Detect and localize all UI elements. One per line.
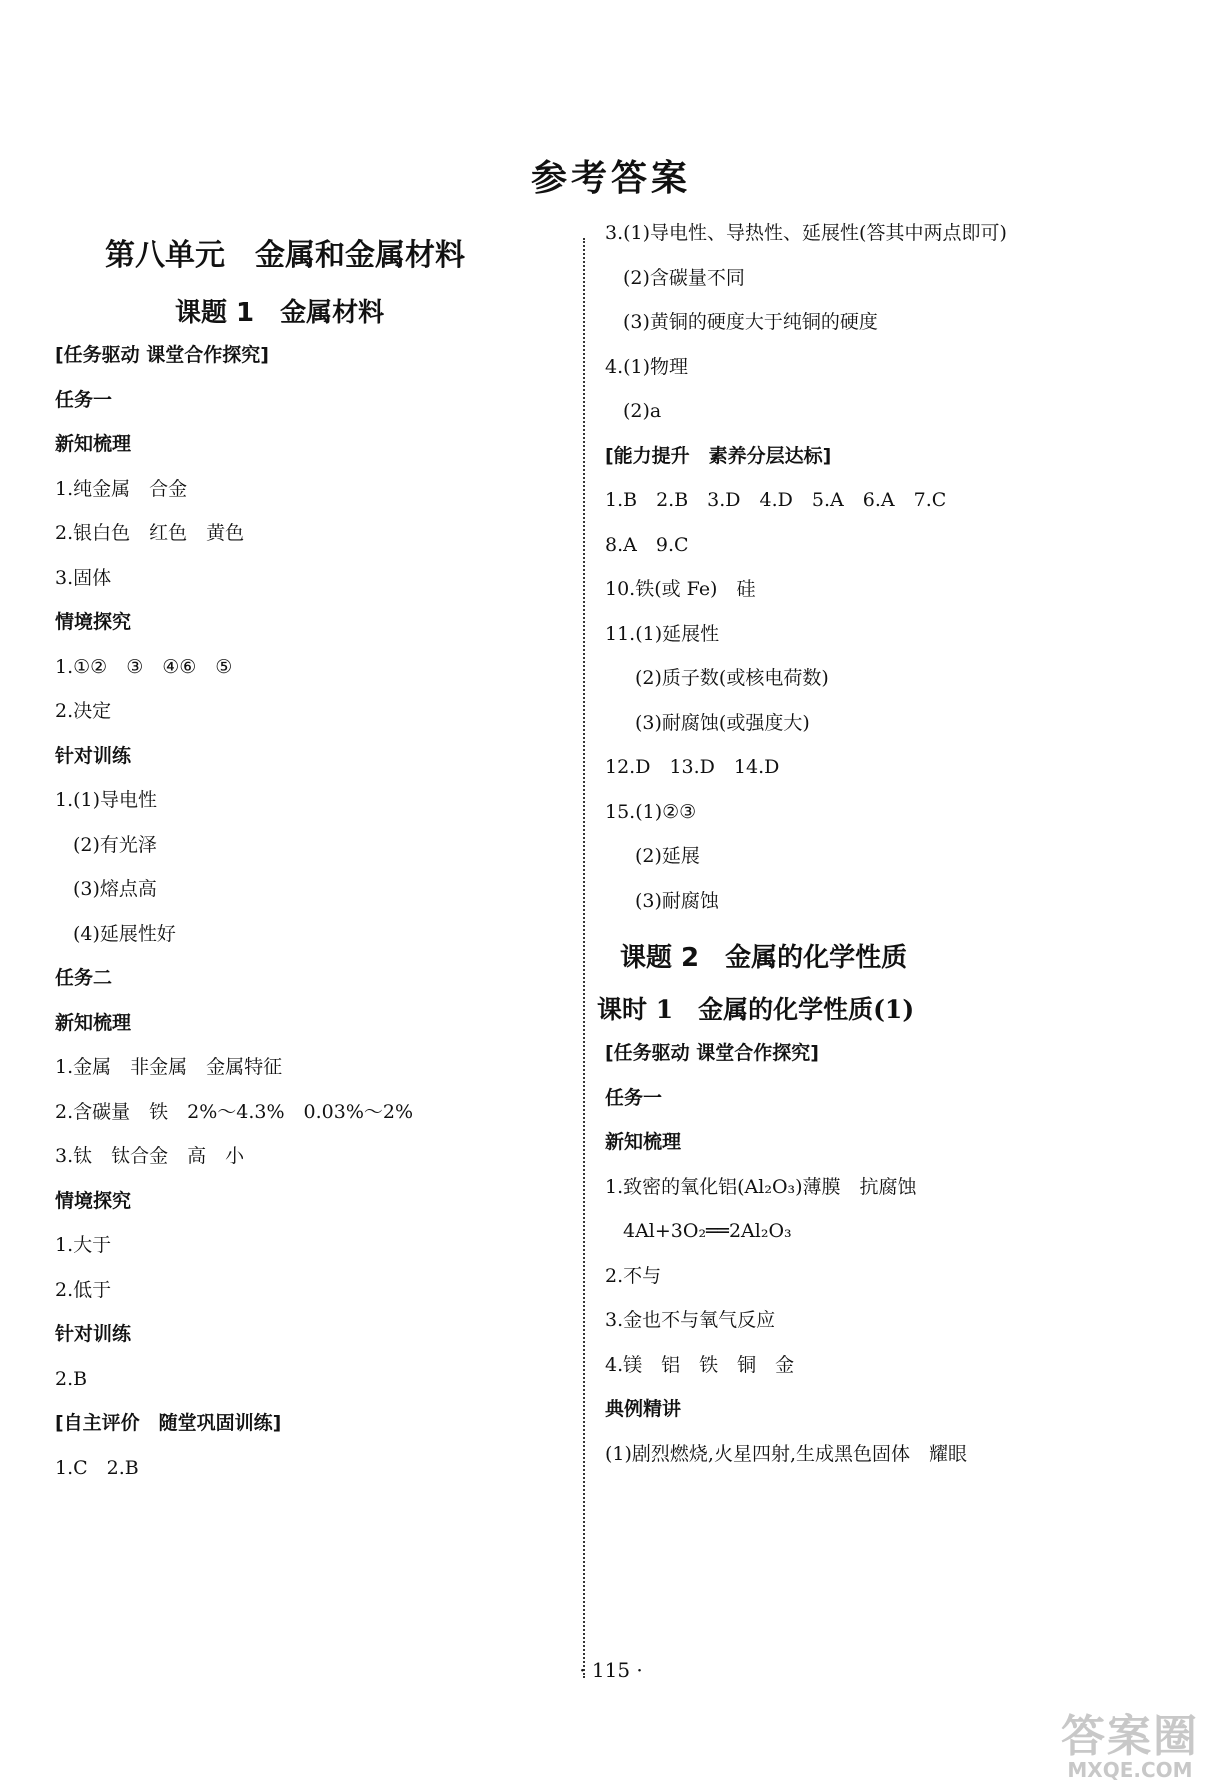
answer-line: 3.固体: [55, 566, 112, 589]
answer-line: 11.(1)延展性: [605, 622, 720, 645]
answer-line: (2)a: [623, 400, 662, 422]
answer-line: 1.①② ③ ④⑥ ⑤: [55, 655, 233, 678]
lesson2-title: 课题 2 金属的化学性质: [620, 943, 908, 973]
watermark-logo-text: 答案圈: [1061, 1711, 1199, 1762]
section-heading: [自主评价 随堂巩固训练]: [55, 1412, 282, 1434]
answer-line: 15.(1)②③: [605, 800, 697, 823]
answer-line: 1.金属 非金属 金属特征: [55, 1056, 283, 1078]
answer-line: 1.大于: [55, 1234, 112, 1256]
unit-title: 第八单元 金属和金属材料: [105, 238, 465, 273]
section-heading: 针对训练: [55, 1323, 132, 1345]
answer-line: (3)耐腐蚀: [635, 889, 719, 912]
period1-title: 课时 1 金属的化学性质(1): [597, 995, 915, 1024]
answer-line: 4.镁 铝 铁 铜 金: [605, 1353, 795, 1376]
answer-line: (2)延展: [635, 845, 700, 867]
section-heading: 新知梳理: [55, 433, 132, 455]
answer-line: 1.纯金属 合金: [55, 477, 188, 500]
answer-line: 2.银白色 红色 黄色: [55, 522, 245, 544]
answer-line: 1.致密的氧化铝(Al₂O₃)薄膜 抗腐蚀: [605, 1175, 917, 1198]
answer-line: 1.(1)导电性: [55, 789, 158, 811]
answer-line: 3.(1)导电性、导热性、延展性(答其中两点即可): [605, 222, 1007, 244]
answer-line: 1.C 2.B: [55, 1456, 139, 1479]
section-heading: 情境探究: [55, 1189, 132, 1212]
answer-line: 1.B 2.B 3.D 4.D 5.A 6.A 7.C: [605, 489, 947, 511]
section-heading: 情境探究: [55, 611, 132, 633]
answer-line: 10.铁(或 Fe) 硅: [605, 578, 756, 600]
page-title: 参考答案: [530, 158, 691, 199]
section-heading: 典例精讲: [605, 1398, 682, 1420]
answer-line: (2)有光泽: [73, 833, 157, 856]
answer-line: 2.B: [55, 1367, 88, 1390]
answer-line: 2.不与: [605, 1264, 662, 1287]
section-heading: 任务一: [605, 1086, 663, 1109]
answer-line: 2.含碳量 铁 2%～4.3% 0.03%～2%: [55, 1100, 414, 1123]
column-divider: [583, 238, 585, 1678]
answer-line: 12.D 13.D 14.D: [605, 756, 780, 778]
section-heading: [任务驱动 课堂合作探究]: [605, 1042, 819, 1064]
answer-line: 3.钛 钛合金 高 小: [55, 1145, 245, 1167]
section-heading: 任务一: [55, 388, 113, 411]
answer-line: (3)黄铜的硬度大于纯铜的硬度: [623, 311, 878, 333]
answer-line: 4Al+3O₂══2Al₂O₃: [623, 1220, 792, 1242]
section-heading: 针对训练: [55, 744, 132, 767]
section-heading: [能力提升 素养分层达标]: [605, 444, 832, 467]
section-heading: [任务驱动 课堂合作探究]: [55, 344, 269, 366]
answer-line: 2.低于: [55, 1278, 112, 1301]
section-heading: 新知梳理: [55, 1011, 132, 1034]
answer-line: 3.金也不与氧气反应: [605, 1309, 776, 1331]
answer-line: (2)质子数(或核电荷数): [635, 667, 829, 689]
answer-line: 8.A 9.C: [605, 533, 689, 556]
answer-line: (3)熔点高: [73, 878, 157, 900]
answer-line: (1)剧烈燃烧,火星四射,生成黑色固体 耀眼: [605, 1442, 967, 1465]
watermark-url: MXQE.COM: [1067, 1758, 1193, 1782]
answer-line: (3)耐腐蚀(或强度大): [635, 711, 810, 734]
lesson1-title: 课题 1 金属材料: [175, 298, 385, 328]
section-heading: 新知梳理: [605, 1131, 682, 1153]
answer-line: 2.决定: [55, 700, 112, 722]
section-heading: 任务二: [55, 967, 113, 989]
watermark-logo: [1050, 1700, 1210, 1785]
page-number: · 115 ·: [579, 1658, 643, 1682]
answer-line: (2)含碳量不同: [623, 266, 745, 289]
answer-line: (4)延展性好: [73, 922, 176, 945]
answer-line: 4.(1)物理: [605, 355, 689, 378]
